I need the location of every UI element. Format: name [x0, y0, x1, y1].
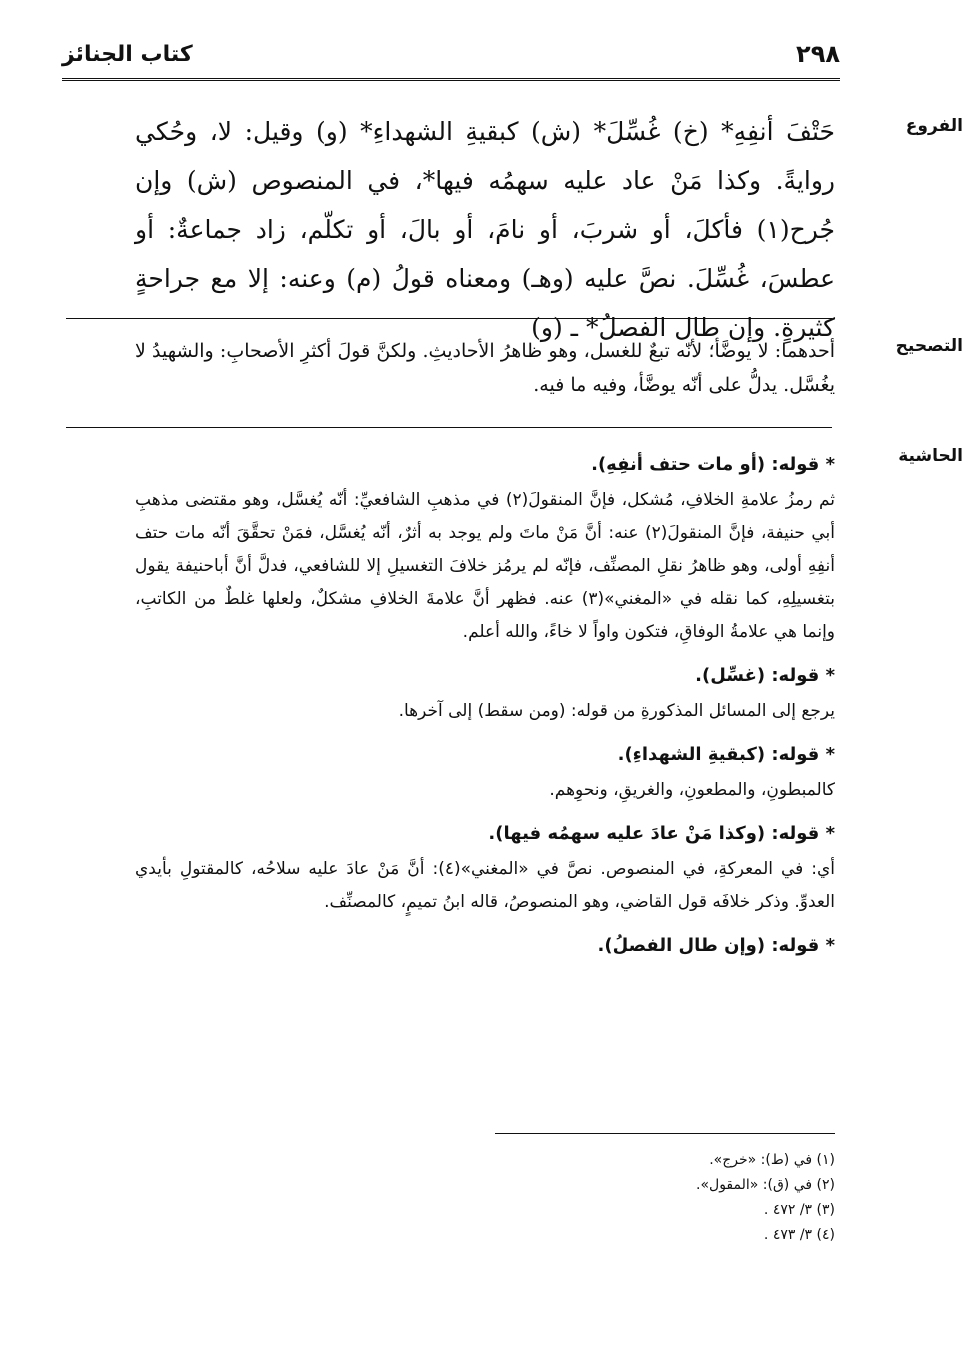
qawl-heading: * قوله: (وإن طال الفصلُ).: [597, 935, 835, 956]
running-title: كتاب الجنائز: [62, 42, 193, 67]
qawl-heading: * قوله: (وكذا مَنْ عادَ عليه سهمُه فيها).: [488, 823, 835, 844]
footnote: (٣) ٣/ ٤٧٢ .: [763, 1202, 835, 1218]
footnote-rule: [495, 1133, 835, 1134]
commentary-paragraph: أي: في المعركةِ، في المنصوص. نصَّ في «المغني»(٤): أنَّ مَنْ عادَ عليه سلاحُه، كالمقتولِ بأيدي العدوِّ. وذكر خلافَه قول القاضي، وهو المنصوصُ، قاله ابنُ تميمٍ، كالمصنِّف.: [135, 859, 835, 912]
qawl-heading: * قوله: (أو مات حتف أنفِهِ).: [591, 454, 835, 475]
hashiya-body: [135, 446, 835, 965]
section-divider: [66, 427, 832, 428]
section-label-tashih: التصحيح: [895, 336, 963, 356]
page-number: ٢٩٨: [796, 40, 840, 68]
footnote: (١) في (ط): «خرج».: [709, 1152, 835, 1168]
qawl-heading: * قوله: (كبقيةِ الشهداءِ).: [617, 744, 835, 765]
page-header: [62, 40, 840, 74]
section-label-furu: الفروع: [905, 116, 963, 136]
section-divider: [66, 318, 832, 319]
qawl-heading: * قوله: (غسِّل).: [695, 665, 835, 686]
footnotes: [435, 1148, 835, 1248]
header-rule: [62, 78, 840, 81]
furu-text: حَتْفَ أنفِهِ* (خ) غُسِّلَ* (ش) كبقيةِ الشهداءِ* (و) وقيل: لا، وحُكي روايةً. وكذا مَنْ عاد عليه سهمُه فيها*، في المنصوص (ش) وإن جُرح(١) فأكلَ، أو شربَ، أو نامَ، أو بالَ، أو تكلّم، زاد جماعةٌ: أو عطسَ، غُسِّلَ. نصَّ عليه (وهـ) ومعناه قولُ (م) وعنه: إلا مع جراحةٍ كثيرةٍ. وإن طال الفصلُ* ـ (و): [135, 117, 835, 342]
commentary-paragraph: يرجع إلى المسائل المذكورةِ من قوله: (ومن سقط) إلى آخرها.: [398, 701, 835, 721]
section-label-hashiya: الحاشية: [898, 446, 963, 466]
commentary-paragraph: ثم رمزُ علامةِ الخلافِ، مُشكل، فإنَّ المنقولَ(٢) في مذهبِ الشافعيِّ: أنّه يُغسَّل، وهو مقتضى مذهبِ أبي حنيفة، فإنَّ المنقولَ(٢) عنه: أنَّ مَنْ ماتَ ولم يوجد به أثرٌ، أنّه يُغسَّل، فمَنْ تحقَّقَ أنّه مات حتف أنفِهِ أولى، وهو ظاهرُ نقلِ المصنِّف، فإنّه لم يرمُز خلافَ التغسيلِ إلا للشافعي، فدلَّ أنَّ أباحنيفة يقول بتغسيلِهِ، كما نقله في «المغني»(٣) عنه. فظهر أنَّ علامةَ الخلافِ مشكلٌ، ولعلها غلطٌ من الكاتبِ، وإنما هي علامةُ الوفاقِ، فتكون واواً لا خاءً، والله أعلم.: [135, 490, 835, 642]
footnote: (٢) في (ق): «المقول».: [696, 1177, 835, 1193]
footnote: (٤) ٣/ ٤٧٣ .: [763, 1227, 835, 1243]
commentary-paragraph: كالمبطونِ، والمطعونِ، والغريقِ، ونحوِهم.: [549, 780, 835, 800]
tashih-text: أحدهما: لا يوضَّأ؛ لأنّه تبعٌ للغسل، وهو ظاهرُ الأحاديثِ. ولكنَّ قولَ أكثرِ الأصحابِ: والشهيدُ لا يغُسَّل. يدلُّ على أنّه يوضَّأ، وفيه ما فيه.: [135, 340, 835, 396]
